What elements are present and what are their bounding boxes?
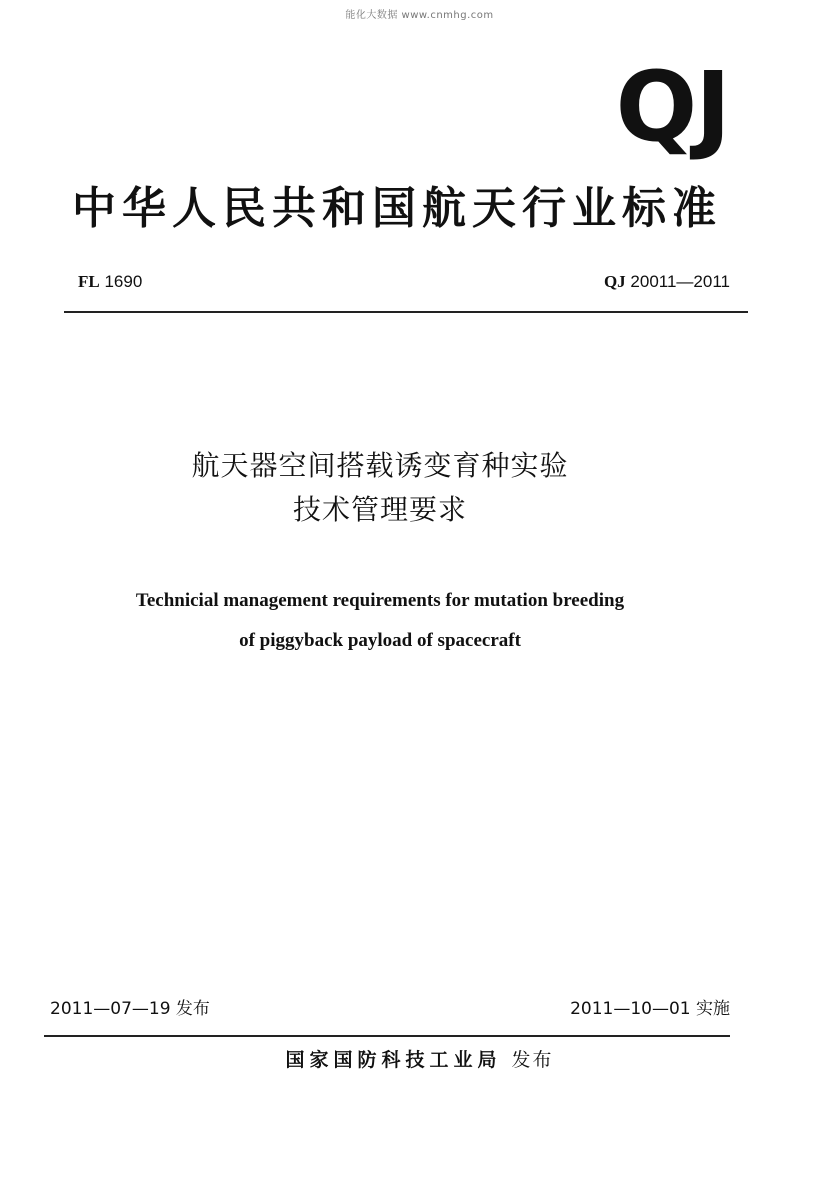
standard-code-logo: QJ [615, 51, 729, 163]
classification-prefix: FL [78, 272, 100, 291]
organization-title: 中华人民共和国航天行业标准 [72, 183, 722, 234]
watermark-text: 能化大数据 www.cnmhg.com [345, 10, 494, 21]
footer-divider [44, 1035, 730, 1037]
classification-code [78, 270, 142, 294]
issue-date: 2011—07—19 发布 [50, 999, 210, 1019]
english-title-line-2: of piggyback payload of spacecraft [239, 630, 521, 651]
publisher-line [0, 1046, 839, 1074]
publisher-action: 发布 [511, 1049, 554, 1071]
chinese-title-line-1: 航天器空间搭载诱变育种实验 [191, 449, 569, 482]
chinese-title-line-2: 技术管理要求 [292, 493, 467, 526]
standard-prefix: QJ [603, 272, 626, 291]
standard-number [604, 270, 730, 294]
classification-number: 1690 [104, 272, 143, 291]
standard-number-value: 20011—2011 [630, 272, 730, 291]
header-divider [64, 311, 748, 313]
publisher-organization: 国家国防科技工业局 [285, 1049, 502, 1071]
english-title-line-1: Technicial management requirements for mutation breeding [135, 590, 625, 611]
implementation-date: 2011—10—01 实施 [570, 999, 730, 1019]
